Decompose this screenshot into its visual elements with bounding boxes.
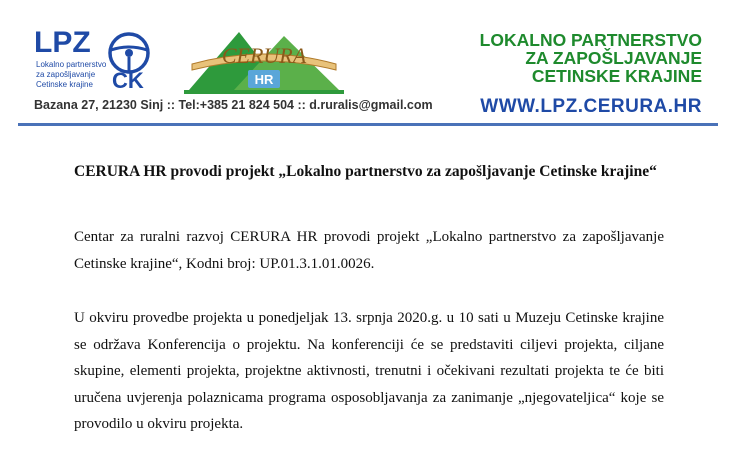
lpz-logo-subtitle: Lokalno partnerstvo za zapošljavanje Cetinske krajine <box>36 60 107 89</box>
document-body <box>74 160 664 438</box>
header-divider <box>18 123 718 126</box>
letterhead <box>0 0 746 130</box>
lpz-logo-text: LPZ <box>34 26 91 59</box>
lpz-logo-ck: CK <box>112 68 144 93</box>
contact-address: Bazana 27, 21230 Sinj :: Tel:+385 21 824 504 :: d.ruralis@gmail.com <box>34 98 433 112</box>
website-link[interactable]: WWW.LPZ.CERURA.HR <box>480 96 702 117</box>
organization-name: LOKALNO PARTNERSTVO ZA ZAPOŠLJAVANJE CETINSKE KRAJINE <box>479 30 702 86</box>
paragraph: Centar za ruralni razvoj CERURA HR provodi projekt „Lokalno partnerstvo za zapošljavanje Cetinske krajine“, Kodni broj: UP.01.3.1.01.0026. <box>74 229 664 272</box>
paragraph: U okviru provedbe projekta u ponedjeljak 13. srpnja 2020.g. u 10 sati u Muzeju Cetinske krajine se održava Konferencija o projektu. Na konferenciji će se predstaviti ciljevi projekta, ciljane skupine, elementi projekta, projektne aktivnosti, trenutni i očekivani rezultati projekta te će biti uručena uvjerenja polaznicama programa osposobljavanja za zanimanje „njegovateljica“ koje se provodilo u okviru projekta. <box>74 310 664 432</box>
cerura-logo <box>184 30 344 94</box>
lpz-logo <box>34 28 164 94</box>
cerura-logo-text: CERURA <box>221 43 307 68</box>
document-title: CERURA HR provodi projekt „Lokalno partnerstvo za zapošljavanje Cetinske krajine“ <box>74 163 657 180</box>
cerura-logo-hr: HR <box>254 72 274 87</box>
